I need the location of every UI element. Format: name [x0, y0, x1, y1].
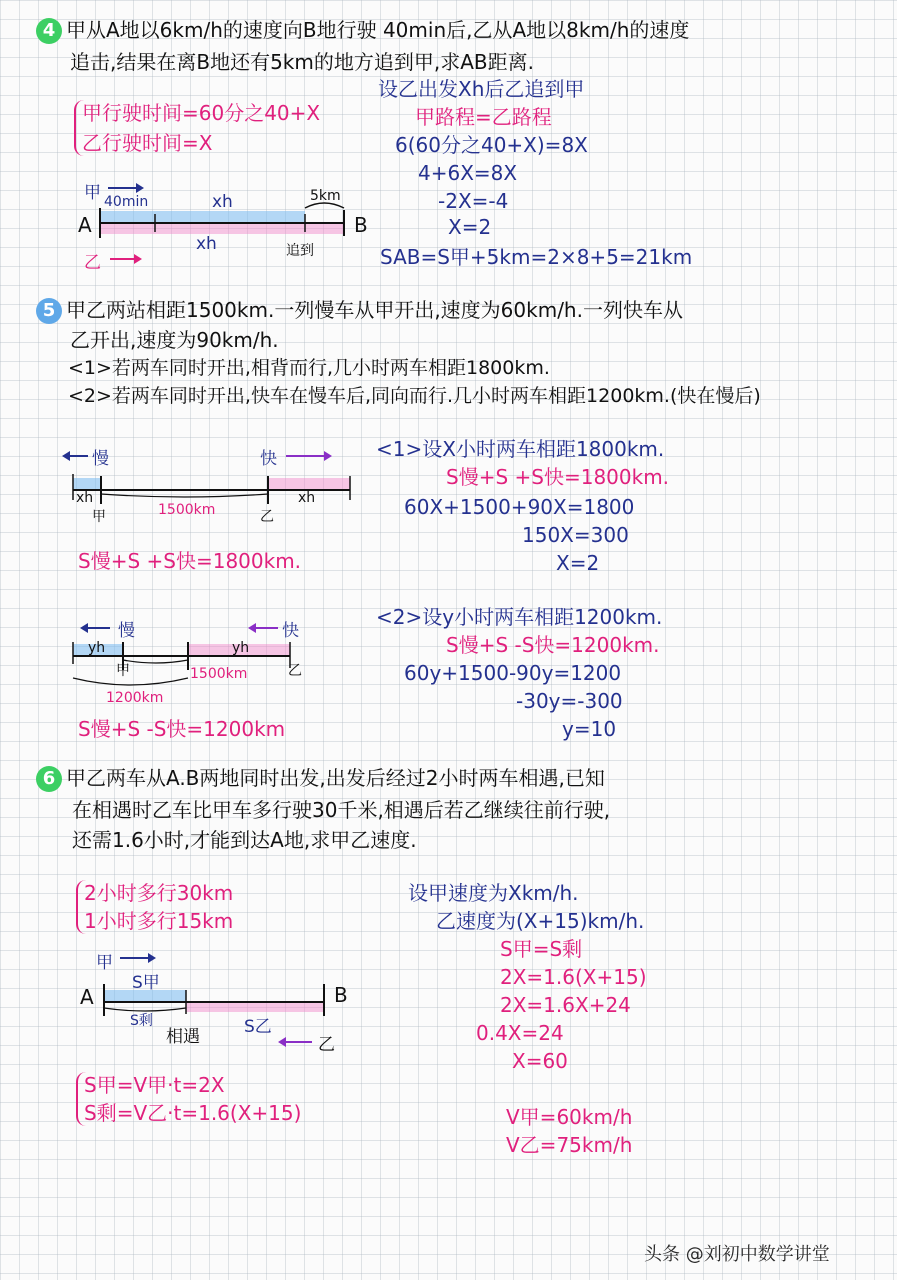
- p4-label-catch: 追到: [286, 243, 314, 259]
- problem-4-number: 4: [36, 18, 62, 44]
- problem-4-solution-1: 设乙出发Xh后乙追到甲: [378, 77, 585, 101]
- problem-4-solution-7: SAB=S甲+5km=2×8+5=21km: [380, 245, 693, 269]
- problem-6-solution-5: 2X=1.6X+24: [500, 993, 631, 1017]
- p5d1-label-yi: 乙: [260, 509, 274, 525]
- p5d1-equation: S慢+S +S快=1800km.: [78, 549, 302, 573]
- problem-4-known-2: 乙行驶时间=X: [82, 131, 213, 155]
- problem-4-line-2: 追击,结果在离B地还有5km的地方追到甲,求AB距离.: [70, 50, 534, 74]
- problem-5-sol1-line-5: X=2: [556, 551, 600, 575]
- p5d1-label-jia: 甲: [92, 509, 106, 525]
- problem-5-sol2-line-4: -30y=-300: [516, 689, 623, 713]
- p4-label-A: A: [78, 213, 92, 237]
- problem-4-known-1: 甲行驶时间=60分之40+X: [82, 101, 321, 125]
- p4-label-jia: 甲: [84, 183, 101, 203]
- problem-4-solution-4: 4+6X=8X: [418, 161, 518, 185]
- p5d1-label-xh2: xh: [298, 490, 316, 506]
- problem-6-known-2: 1小时多行15km: [84, 909, 234, 933]
- problem-4-solution-5: -2X=-4: [438, 189, 509, 213]
- p4-label-yi: 乙: [84, 253, 101, 273]
- problem-5-sol1-line-4: 150X=300: [522, 523, 629, 547]
- problem-5-number: 5: [36, 298, 62, 324]
- p5d2-label-1500: 1500km: [190, 666, 248, 682]
- problem-6-solution-9: V乙=75km/h: [506, 1133, 633, 1157]
- problem-5-sol2-line-1: <2>设y小时两车相距1200km.: [376, 605, 663, 629]
- problem-6-line-3: 还需1.6小时,才能到达A地,求甲乙速度.: [72, 828, 417, 852]
- p6-label-ssheng: S剩: [130, 1013, 153, 1029]
- problem-6-solution-6: 0.4X=24: [476, 1021, 564, 1045]
- problem-6-known-4: S剩=V乙·t=1.6(X+15): [84, 1101, 302, 1125]
- p5d2-label-yh2: yh: [232, 640, 250, 656]
- p5d2-label-fast: 快: [282, 621, 299, 641]
- problem-5-line-2: 乙开出,速度为90km/h.: [70, 328, 279, 352]
- problem-4-solution-3: 6(60分之40+X)=8X: [395, 133, 588, 157]
- p4-label-B: B: [354, 213, 368, 237]
- problem-5-line-1: 5 甲乙两站相距1500km.一列慢车从甲开出,速度为60km/h.一列快车从: [36, 296, 683, 324]
- problem-5-sol1-line-1: <1>设X小时两车相距1800km.: [376, 437, 665, 461]
- problem-4-solution-2: 甲路程=乙路程: [415, 105, 552, 129]
- p5d2-label-1200: 1200km: [106, 690, 164, 706]
- p5d2-label-yh1: yh: [88, 640, 106, 656]
- p6-label-syi: S乙: [244, 1017, 272, 1037]
- p5d1-label-xh1: xh: [76, 490, 94, 506]
- problem-5-sol1-line-3: 60X+1500+90X=1800: [404, 495, 635, 519]
- p5d2-label-jia: 甲: [116, 663, 130, 679]
- problem-6-solution-2: 乙速度为(X+15)km/h.: [436, 909, 645, 933]
- p4-label-5km: 5km: [310, 188, 341, 204]
- problem-5-sol2-line-5: y=10: [562, 717, 617, 741]
- problem-6-solution-8: V甲=60km/h: [506, 1105, 633, 1129]
- p6-label-jia: 甲: [96, 953, 113, 973]
- p5d1-label-fast: 快: [260, 449, 277, 469]
- problem-4-line-1: 4 甲从A地以6km/h的速度向B地行驶 40min后,乙从A地以8km/h的速度: [36, 16, 689, 44]
- p6-seg-yi: [186, 1002, 324, 1012]
- problem-5-sol1-line-2: S慢+S +S快=1800km.: [446, 465, 670, 489]
- problem-4-solution-6: X=2: [448, 215, 492, 239]
- p6-label-yi: 乙: [318, 1035, 335, 1055]
- problem-5-line-3: <1>若两车同时开出,相背而行,几小时两车相距1800km.: [68, 357, 550, 379]
- p5d2-label-slow: 慢: [118, 621, 135, 641]
- problem-6-number: 6: [36, 766, 62, 792]
- problem-6-known-3: S甲=V甲·t=2X: [84, 1073, 225, 1097]
- p6-label-B: B: [334, 983, 348, 1007]
- p4-label-xh-bottom: xh: [196, 234, 217, 254]
- problem-6-known-1: 2小时多行30km: [84, 881, 234, 905]
- p5d2-label-yi: 乙: [288, 663, 302, 679]
- problem-5-sol2-line-2: S慢+S -S快=1200km.: [446, 633, 660, 657]
- problem-5-sol2-line-3: 60y+1500-90y=1200: [404, 661, 622, 685]
- p4-label-xh-top: xh: [212, 192, 233, 212]
- watermark: 头条 @刘初中数学讲堂: [644, 1244, 830, 1265]
- problem-6-solution-7: X=60: [512, 1049, 568, 1073]
- problem-6-solution-4: 2X=1.6(X+15): [500, 965, 647, 989]
- problem-6-line-1: 6 甲乙两车从A.B两地同时出发,出发后经过2小时两车相遇,已知: [36, 764, 605, 792]
- p4-label-40min: 40min: [104, 194, 149, 210]
- p6-label-meet: 相遇: [166, 1027, 200, 1047]
- p6-label-A: A: [80, 985, 94, 1009]
- problem-6-solution-1: 设甲速度为Xkm/h.: [408, 881, 579, 905]
- p5d2-equation: S慢+S -S快=1200km: [78, 717, 286, 741]
- problem-6-solution-3: S甲=S剩: [500, 937, 583, 961]
- p5d1-label-slow: 慢: [92, 449, 109, 469]
- problem-5-line-4: <2>若两车同时开出,快车在慢车后,同向而行.几小时两车相距1200km.(快在慢后): [68, 385, 761, 407]
- p5d1-label-1500: 1500km: [158, 502, 216, 518]
- p6-label-sjia: S甲: [132, 973, 160, 993]
- problem-6-line-2: 在相遇时乙车比甲车多行驶30千米,相遇后若乙继续往前行驶,: [72, 798, 611, 822]
